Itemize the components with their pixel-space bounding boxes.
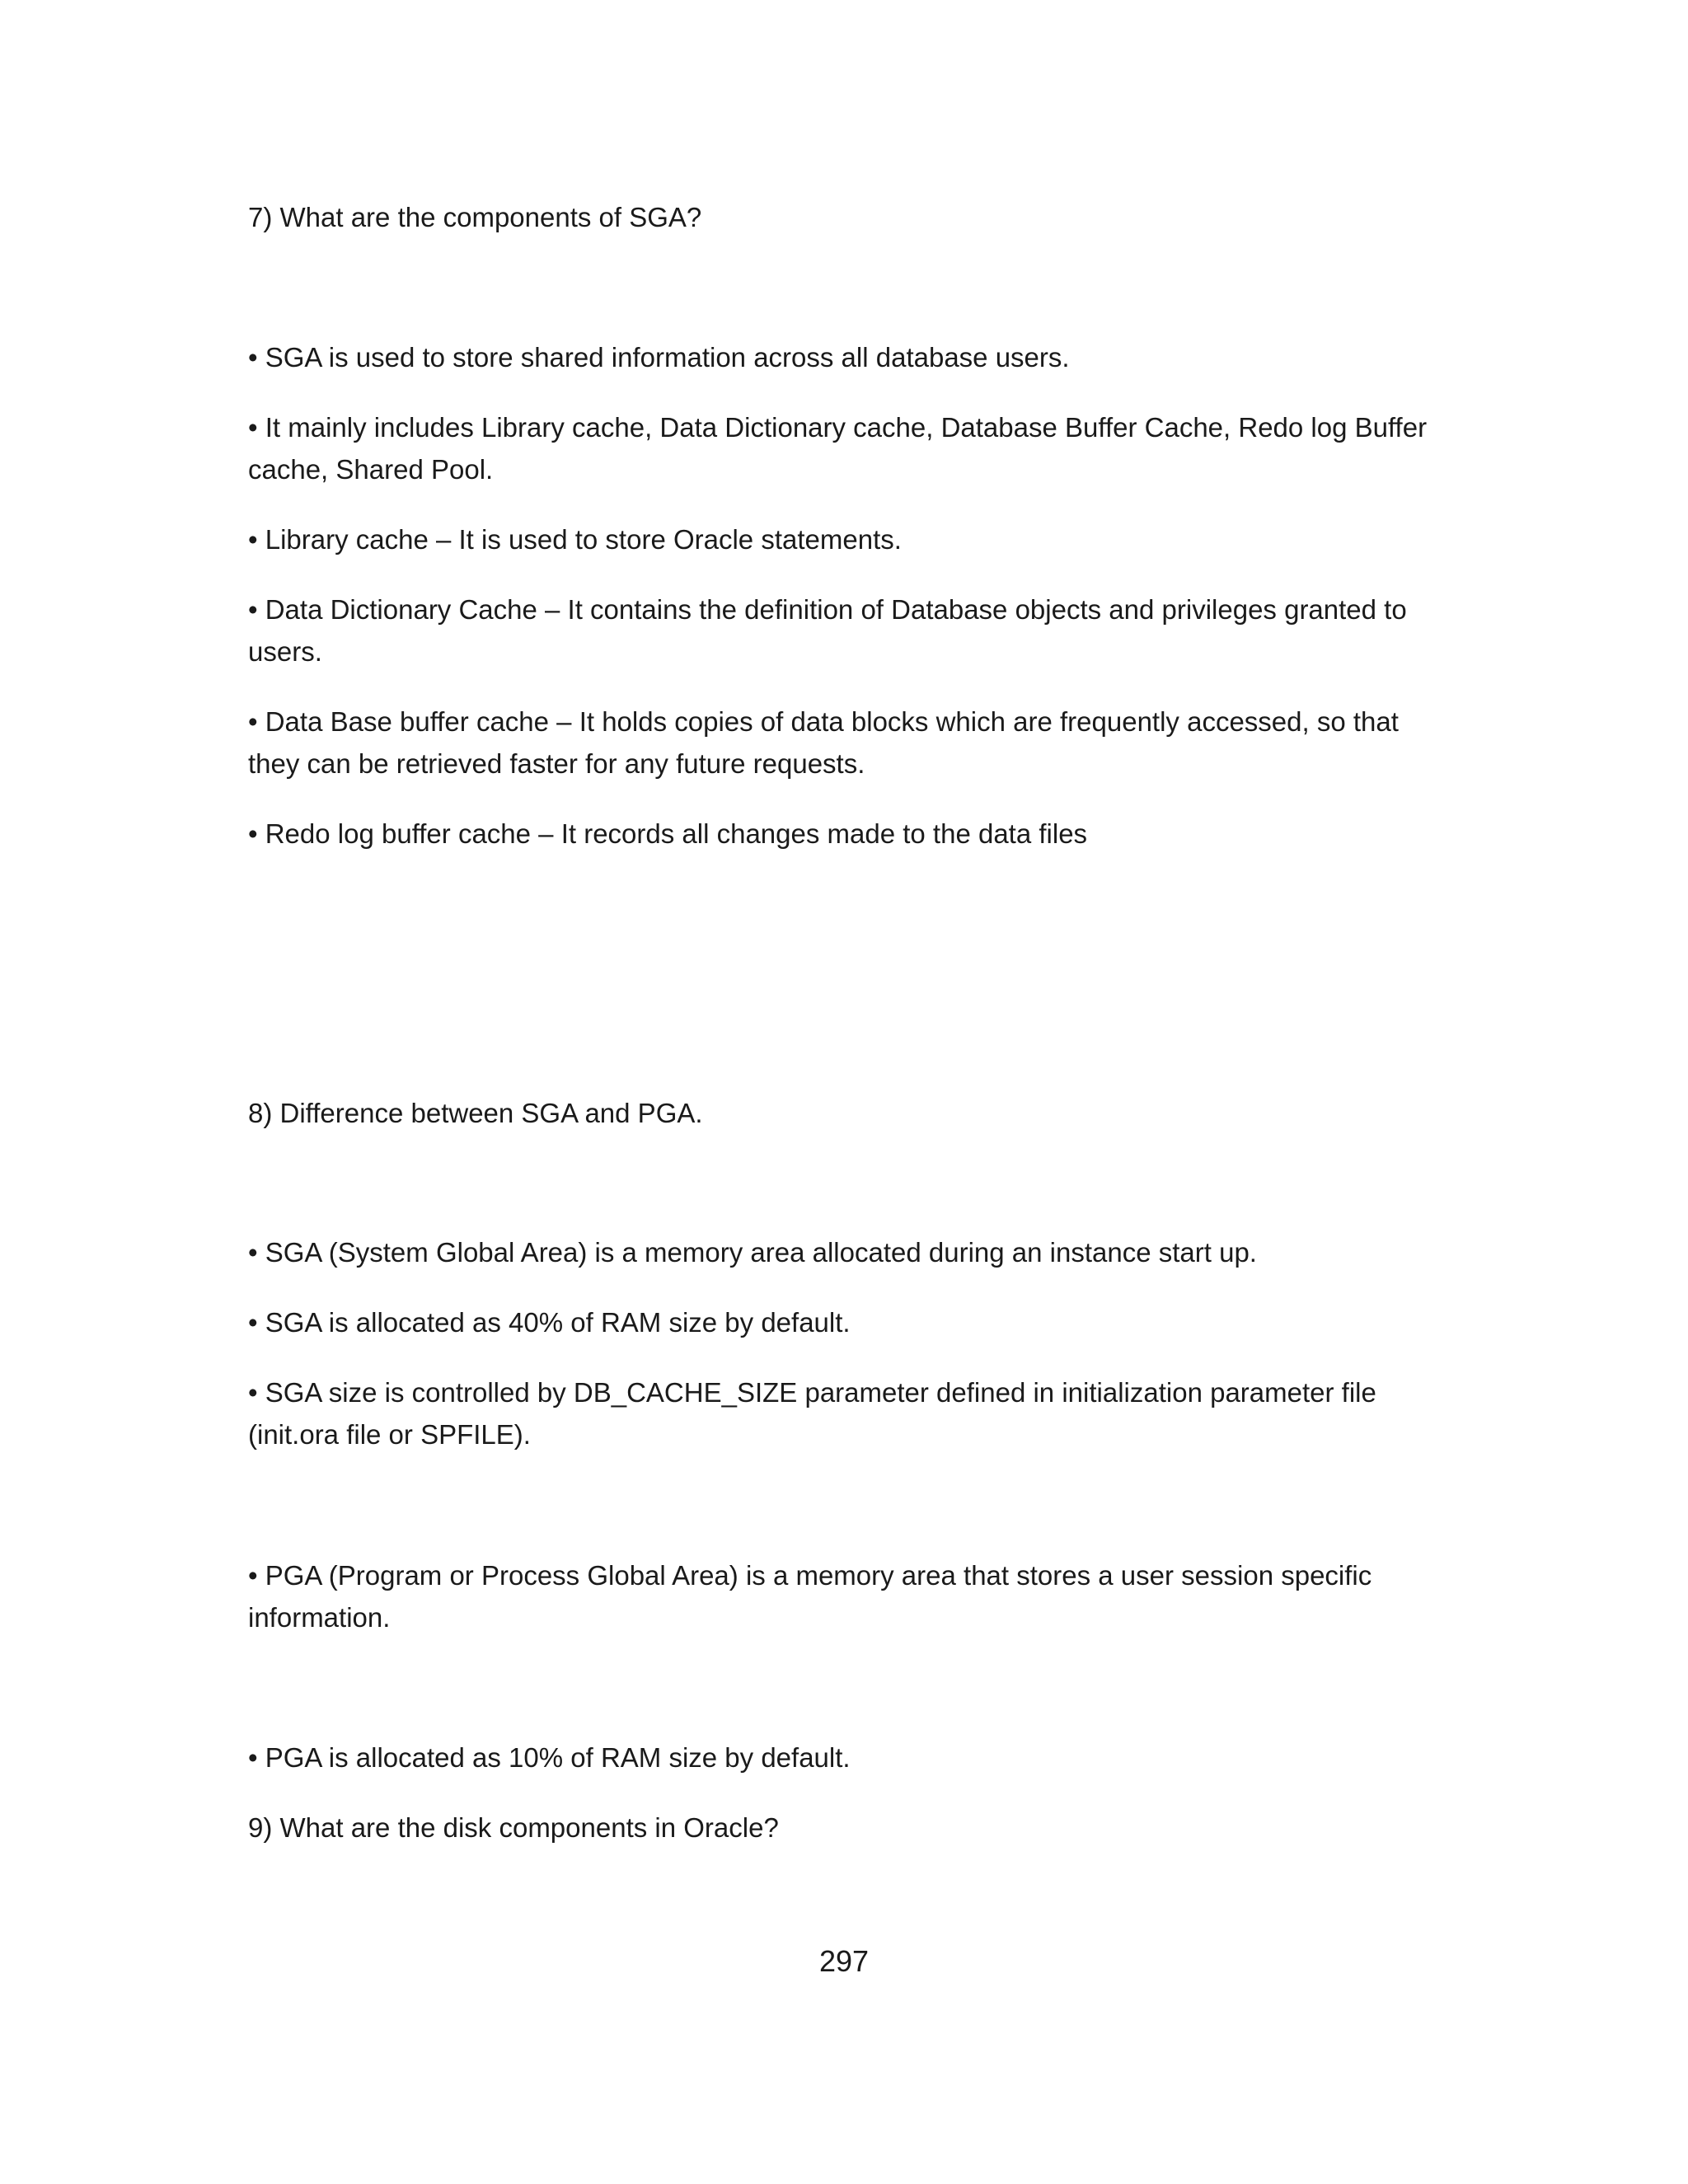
section-7-bullet-4: • Data Dictionary Cache – It contains the definition of Database objects and privileges granted to users. [248,594,1407,667]
section-7-bullet-5: • Data Base buffer cache – It holds copies of data blocks which are frequently accessed, so that they can be retrieved faster for any future requests. [248,706,1399,779]
section-8-bullet-5: • PGA is allocated as 10% of RAM size by default. [248,1742,851,1773]
section-8-heading: 8) Difference between SGA and PGA. [248,1098,703,1128]
section-8-bullet-1: • SGA (System Global Area) is a memory area allocated during an instance start up. [248,1237,1257,1268]
section-8-bullet-4: • PGA (Program or Process Global Area) is a memory area that stores a user session specific information. [248,1560,1372,1633]
section-8-bullet-3: • SGA size is controlled by DB_CACHE_SIZE parameter defined in initialization parameter file (init.ora file or SPFILE). [248,1377,1376,1450]
section-7-heading: 7) What are the components of SGA? [248,202,702,232]
section-9-heading: 9) What are the disk components in Oracle? [248,1812,779,1843]
section-7-bullet-6: • Redo log buffer cache – It records all changes made to the data files [248,818,1088,849]
section-8-bullet-2: • SGA is allocated as 40% of RAM size by default. [248,1307,851,1338]
section-7-bullet-2: • It mainly includes Library cache, Data Dictionary cache, Database Buffer Cache, Redo log Buffer cache, Shared Pool. [248,412,1428,485]
page-number: 297 [818,1944,870,1978]
section-7-bullet-1: • SGA is used to store shared information across all database users. [248,342,1070,373]
section-7-bullet-3: • Library cache – It is used to store Oracle statements. [248,524,902,555]
